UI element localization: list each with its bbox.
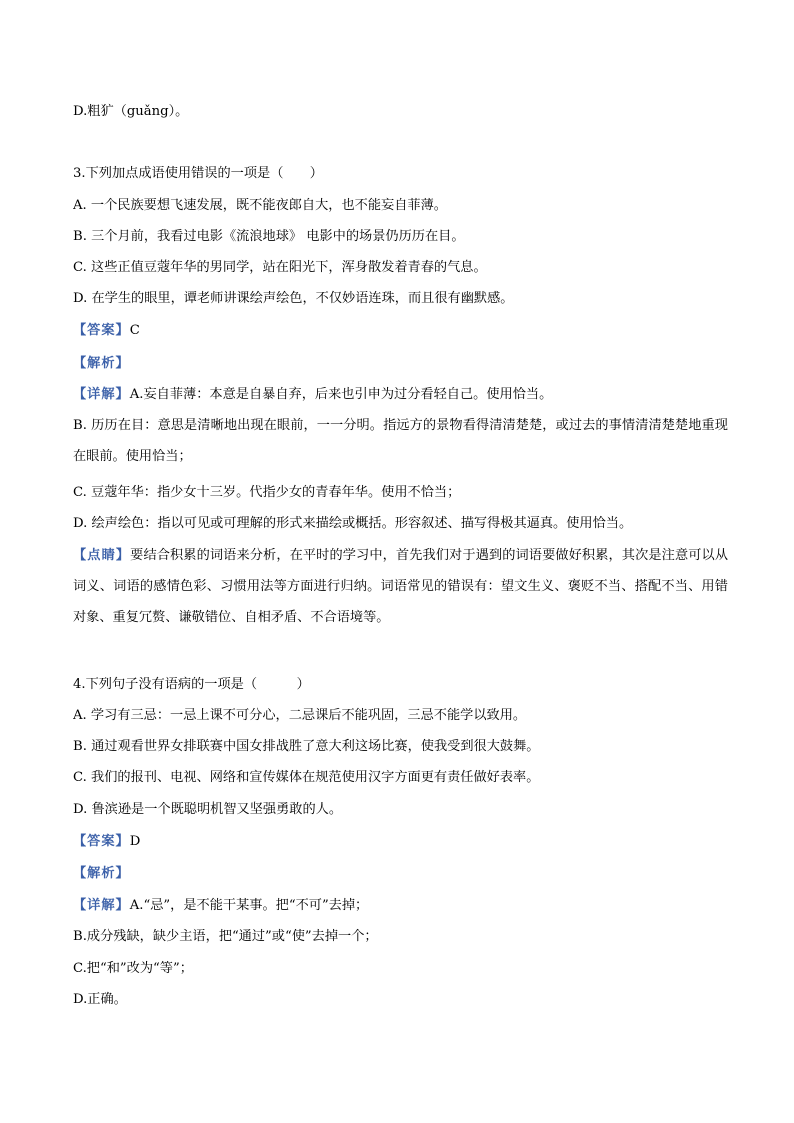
q3-option-b: B. 三个月前，我看过电影《流浪地球》 电影中的场景仍历历在目。 bbox=[73, 229, 465, 244]
q2-option-d: D.粗犷（guǎng）。 bbox=[73, 104, 189, 119]
q3-option-a: A. 一个民族要想飞速发展，既不能夜郎自大，也不能妄自菲薄。 bbox=[73, 198, 447, 213]
q4-detail-b: B.成分残缺，缺少主语，把“通过”或“使”去掉一个； bbox=[73, 929, 378, 944]
tip-text: 要结合积累的词语来分析，在平时的学习中，首先我们对于遇到的词语要做好积累，其次是注意可以从词义、词语的感情色彩、习惯用法等方面进行归纳。词语常见的错误有：望文生义、褒贬不当、搭配不当、用错对象、重复冗赘、谦敬错位、自相矛盾、不合语境等。 bbox=[73, 548, 729, 625]
q4-option-d: D. 鲁滨逊是一个既聪明机智又坚强勇敢的人。 bbox=[73, 802, 343, 817]
detail-tag: 【详解】 bbox=[73, 387, 130, 402]
q3-detail-d: D. 绘声绘色：指以可见或可理解的形式来描绘或概括。形容叙述、描写得极其逼真。使用恰当。 bbox=[73, 516, 633, 531]
answer-value: C bbox=[129, 323, 140, 338]
analysis-tag: 【解析】 bbox=[73, 356, 130, 371]
q3-detail-c: C. 豆蔻年华：指少女十三岁。代指少女的青春年华。使用不恰当； bbox=[73, 485, 461, 500]
answer-value: D bbox=[129, 834, 141, 849]
q4-option-a: A. 学习有三忌：一忌上课不可分心，二忌课后不能巩固，三忌不能学以致用。 bbox=[73, 708, 527, 723]
answer-tag: 【答案】 bbox=[73, 323, 130, 338]
q3-detail-a bbox=[73, 386, 728, 404]
q3-tip bbox=[73, 540, 728, 633]
q3-analysis bbox=[73, 355, 728, 373]
q3-option-d: D. 在学生的眼里，谭老师讲课绘声绘色，不仅妙语连珠，而且很有幽默感。 bbox=[73, 291, 514, 306]
q3-detail-b: B. 历历在目：意思是清晰地出现在眼前，一一分明。指远方的景物看得清清楚楚，或过去的事情清清楚楚地重现在眼前。使用恰当； bbox=[73, 418, 728, 464]
q4-option-b: B. 通过观看世界女排联赛中国女排战胜了意大利这场比赛，使我受到很大鼓舞。 bbox=[73, 739, 540, 754]
analysis-tag: 【解析】 bbox=[73, 866, 130, 881]
q4-analysis bbox=[73, 865, 728, 883]
q4-answer bbox=[73, 833, 728, 851]
q3-option-c: C. 这些正值豆蔻年华的男同学，站在阳光下，浑身散发着青春的气息。 bbox=[73, 260, 487, 275]
q3-stem: 3.下列加点成语使用错误的一项是（ ） bbox=[73, 166, 323, 181]
q3-answer bbox=[73, 322, 728, 340]
q4-option-c: C. 我们的报刊、电视、网络和宣传媒体在规范使用汉字方面更有责任做好表率。 bbox=[73, 770, 540, 785]
q4-stem: 4.下列句子没有语病的一项是（ ） bbox=[73, 677, 310, 692]
detail-text: A.妄自菲薄：本意是自暴自弃，后来也引申为过分看轻自己。使用恰当。 bbox=[129, 387, 553, 402]
detail-text: A.“忌”，是不能干某事。把“不可”去掉； bbox=[129, 898, 369, 913]
q4-detail-d: D.正确。 bbox=[73, 992, 127, 1007]
q4-detail-c: C.把“和”改为“等”； bbox=[73, 961, 193, 976]
q4-detail-a bbox=[73, 897, 728, 915]
detail-tag: 【详解】 bbox=[73, 898, 130, 913]
tip-tag: 【点睛】 bbox=[73, 548, 131, 563]
answer-tag: 【答案】 bbox=[73, 834, 130, 849]
